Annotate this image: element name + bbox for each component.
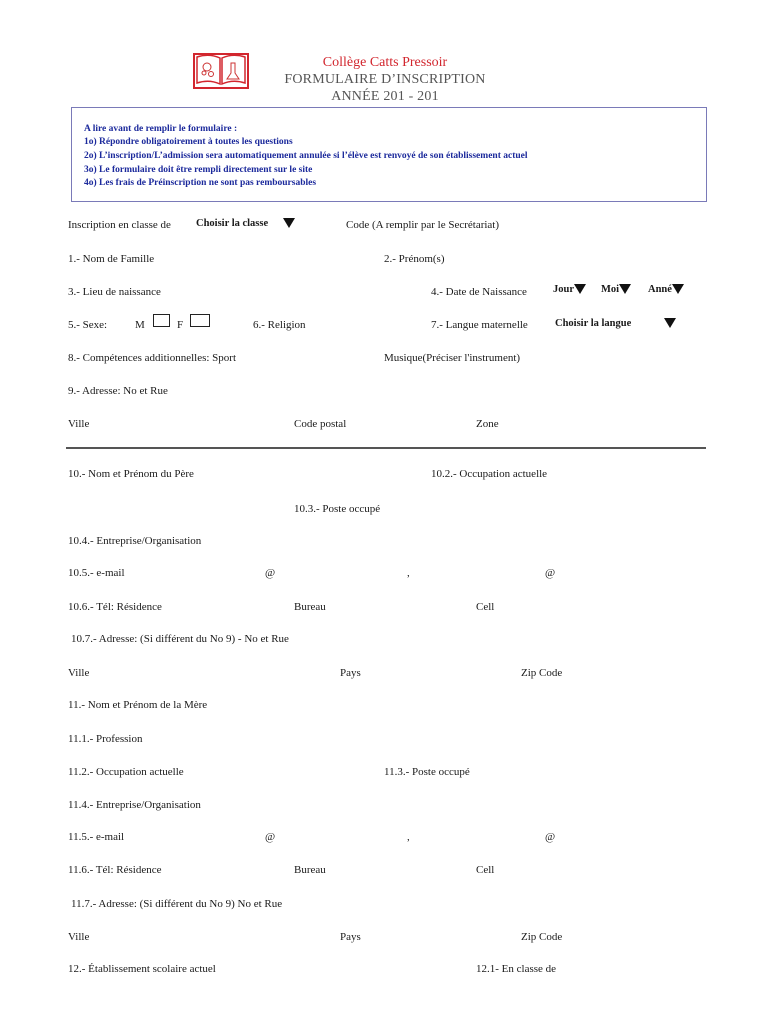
mere-email-at: @: [265, 831, 276, 843]
mere-pays-label: Pays: [340, 931, 361, 943]
ville-label: Ville: [68, 418, 90, 430]
pere-cell-label: Cell: [476, 601, 495, 613]
form-title: FORMULAIRE D’INSCRIPTION: [284, 72, 486, 87]
jour-select[interactable]: [553, 283, 586, 295]
religion-label: 6.- Religion: [253, 319, 306, 331]
pere-zip-label: Zip Code: [521, 667, 563, 679]
dropdown-arrow-icon: [672, 284, 684, 294]
code-postal-label: Code postal: [294, 418, 347, 430]
pere-occupation-label: 10.2.- Occupation actuelle: [431, 468, 548, 480]
pere-ville-label: Ville: [68, 667, 90, 679]
dropdown-arrow-icon: [664, 318, 676, 328]
class-select[interactable]: [196, 217, 295, 229]
instruction-item: 4o) Les frais de Préinscription ne sont pas remboursables: [84, 178, 317, 188]
mere-cell-label: Cell: [476, 864, 495, 876]
mere-zip-label: Zip Code: [521, 931, 563, 943]
sexe-f-label: F: [177, 319, 184, 331]
school-year: ANNÉE 201 - 201: [331, 89, 439, 104]
mere-entreprise-label: 11.4.- Entreprise/Organisation: [68, 799, 201, 811]
class-select-value: Choisir la classe: [196, 218, 269, 229]
school-name: Collège Catts Pressoir: [322, 55, 448, 70]
mere-tel-label: 11.6.- Tél: Résidence: [68, 864, 162, 876]
mere-bureau-label: Bureau: [294, 864, 326, 876]
langue-label: 7.- Langue maternelle: [431, 319, 528, 331]
nom-famille-label: 1.- Nom de Famille: [68, 253, 155, 265]
pere-email-label: 10.5.- e-mail: [68, 567, 125, 579]
instruction-item: 3o) Le formulaire doit être rempli directement sur le site: [84, 165, 313, 175]
pere-email-at-2: @: [545, 567, 556, 579]
mere-nom-label: 11.- Nom et Prénom de la Mère: [68, 699, 208, 711]
mere-ville-label: Ville: [68, 931, 90, 943]
pere-nom-label: 10.- Nom et Prénom du Père: [68, 468, 194, 480]
book-logo-icon: [193, 51, 249, 89]
sexe-label: 5.- Sexe:: [68, 319, 108, 331]
pere-adresse-label: 10.7.- Adresse: (Si différent du No 9) - No et Rue: [71, 633, 289, 645]
annee-select-value: Anné: [648, 284, 672, 295]
sexe-m-label: M: [135, 319, 145, 331]
dropdown-arrow-icon: [619, 284, 631, 294]
code-label: Code (A remplir par le Secrétariat): [346, 219, 500, 231]
mere-email-label: 11.5.- e-mail: [68, 831, 125, 843]
pere-email-at: @: [265, 567, 276, 579]
pere-pays-label: Pays: [340, 667, 361, 679]
instructions-box: [71, 107, 707, 202]
instruction-item: 1o) Répondre obligatoirement à toutes les questions: [84, 137, 293, 147]
mere-poste-label: 11.3.- Poste occupé: [384, 766, 470, 778]
dropdown-arrow-icon: [283, 218, 295, 228]
section-divider: [66, 447, 706, 449]
zone-label: Zone: [476, 418, 499, 430]
instruction-item: 2o) L’inscription/L’admission sera automatiquement annulée si l’élève est renvoyé de son établissement actuel: [84, 151, 528, 161]
dropdown-arrow-icon: [574, 284, 586, 294]
annee-select[interactable]: [648, 283, 684, 295]
mois-select-value: Moi: [601, 284, 620, 295]
inscription-label: Inscription en classe de: [68, 219, 171, 231]
langue-select[interactable]: [555, 317, 676, 329]
pere-entreprise-label: 10.4.- Entreprise/Organisation: [68, 535, 202, 547]
competences-label: 8.- Compétences additionnelles: Sport: [68, 352, 237, 364]
sexe-m-checkbox[interactable]: [153, 314, 170, 327]
pere-email-separator: ,: [407, 567, 410, 579]
pere-tel-label: 10.6.- Tél: Résidence: [68, 601, 162, 613]
mere-email-separator: ,: [407, 831, 410, 843]
etablissement-label: 12.- Établissement scolaire actuel: [68, 963, 216, 975]
etablissement-classe-label: 12.1- En classe de: [476, 963, 557, 975]
prenom-label: 2.- Prénom(s): [384, 253, 445, 265]
pere-poste-label: 10.3.- Poste occupé: [294, 503, 381, 515]
mois-select[interactable]: [601, 283, 631, 295]
mere-profession-label: 11.1.- Profession: [68, 733, 143, 745]
jour-select-value: Jour: [553, 284, 574, 295]
adresse-label: 9.- Adresse: No et Rue: [68, 385, 168, 397]
langue-select-value: Choisir la langue: [555, 318, 632, 329]
lieu-naissance-label: 3.- Lieu de naissance: [68, 286, 161, 298]
mere-email-at-2: @: [545, 831, 556, 843]
pere-bureau-label: Bureau: [294, 601, 326, 613]
date-naissance-label: 4.- Date de Naissance: [431, 286, 527, 298]
mere-occupation-label: 11.2.- Occupation actuelle: [68, 766, 184, 778]
musique-label: Musique(Préciser l'instrument): [384, 352, 521, 364]
instructions-heading: A lire avant de remplir le formulaire :: [84, 124, 238, 134]
mere-adresse-label: 11.7.- Adresse: (Si différent du No 9) No et Rue: [71, 898, 283, 910]
sexe-f-checkbox[interactable]: [190, 314, 210, 327]
